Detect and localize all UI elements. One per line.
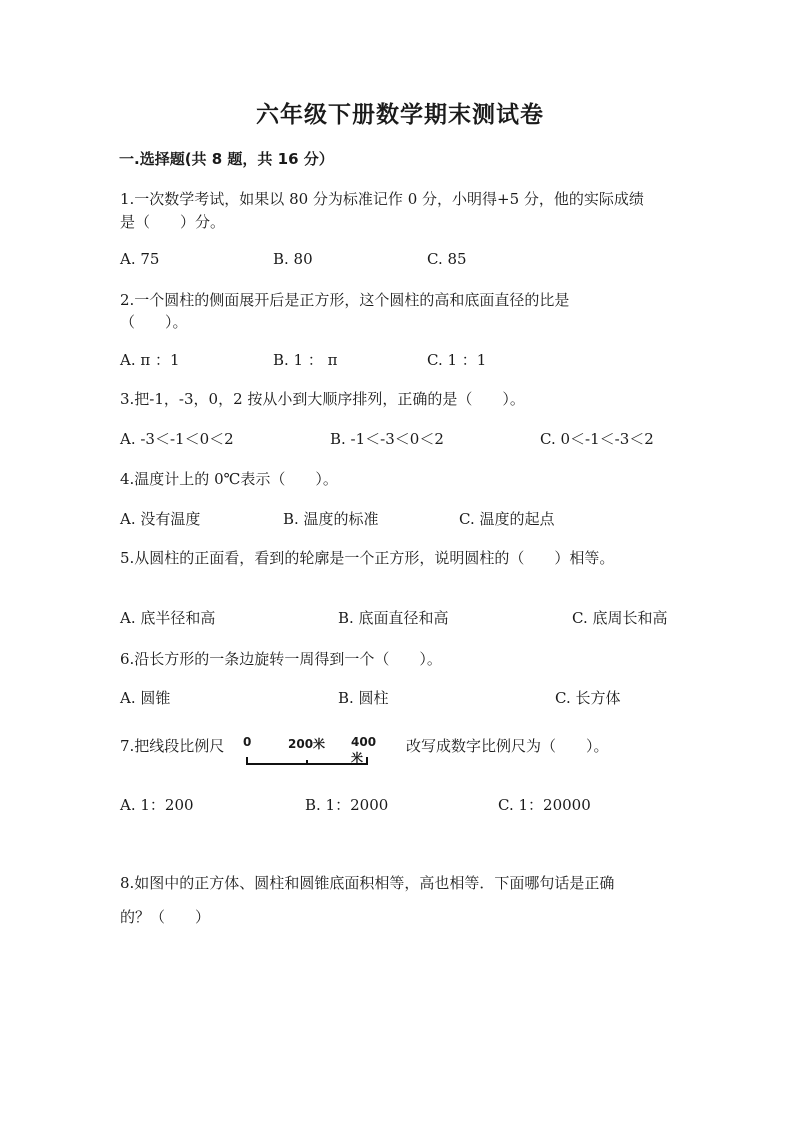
question-7-option-b[interactable]: B. 1：2000 [305,796,389,814]
scale-label-0: 0 [243,735,252,749]
line-segment-scale [243,735,377,769]
question-4-option-c[interactable]: C. 温度的起点 [459,510,555,528]
question-5-option-a[interactable]: A. 底半径和高 [120,609,216,627]
question-8-line-2: 的？（ ） [120,908,211,926]
question-6-option-b[interactable]: B. 圆柱 [338,689,389,707]
question-2-line-1: 2.一个圆柱的侧面展开后是正方形，这个圆柱的高和底面直径的比是 [120,291,570,309]
scale-label-400: 400米 [351,735,377,765]
scale-label-200: 200米 [288,737,326,751]
question-2-option-c[interactable]: C. 1 ：1 [427,351,487,369]
question-1-option-a[interactable]: A. 75 [120,250,160,268]
question-5-option-c[interactable]: C. 底周长和高 [572,609,668,627]
question-4-line-1: 4.温度计上的 0℃表示（ ）。 [120,470,338,488]
page-title: 六年级下册数学期末测试卷 [256,101,544,128]
question-6-line-1: 6.沿长方形的一条边旋转一周得到一个（ ）。 [120,650,442,668]
question-7-option-a[interactable]: A. 1：200 [120,796,194,814]
question-7-option-c[interactable]: C. 1：20000 [498,796,591,814]
question-2-option-a[interactable]: A. π ：1 [120,351,180,369]
question-2-option-b[interactable]: B. 1 ： π [273,351,338,369]
question-3-option-b[interactable]: B. -1＜-3＜0＜2 [330,430,444,448]
question-2-line-2: （ ）。 [120,313,188,331]
question-1-option-b[interactable]: B. 80 [273,250,313,268]
question-4-option-b[interactable]: B. 温度的标准 [283,510,379,528]
question-8-line-1: 8.如图中的正方体、圆柱和圆锥底面积相等，高也相等．下面哪句话是正确 [120,874,615,892]
question-3-option-a[interactable]: A. -3＜-1＜0＜2 [120,430,234,448]
question-1-line-2: 是（ ）分。 [120,213,226,231]
question-7-line-2: 改写成数字比例尺为（ ）。 [406,737,609,755]
section-heading: 一.选择题(共 8 题，共 16 分） [119,150,334,168]
question-5-line-1: 5.从圆柱的正面看，看到的轮廓是一个正方形，说明圆柱的（ ）相等。 [120,549,615,567]
question-5-option-b[interactable]: B. 底面直径和高 [338,609,449,627]
question-3-option-c[interactable]: C. 0＜-1＜-3＜2 [540,430,654,448]
question-1-option-c[interactable]: C. 85 [427,250,467,268]
question-7-line-1: 7.把线段比例尺 [120,737,225,755]
question-6-option-a[interactable]: A. 圆锥 [120,689,171,707]
question-3-line-1: 3.把-1，-3，0，2 按从小到大顺序排列，正确的是（ ）。 [120,390,525,408]
question-1-line-1: 1.一次数学考试，如果以 80 分为标准记作 0 分，小明得+5 分，他的实际成绩 [120,190,644,208]
scale-bar [246,757,368,765]
question-4-option-a[interactable]: A. 没有温度 [120,510,201,528]
question-6-option-c[interactable]: C. 长方体 [555,689,621,707]
